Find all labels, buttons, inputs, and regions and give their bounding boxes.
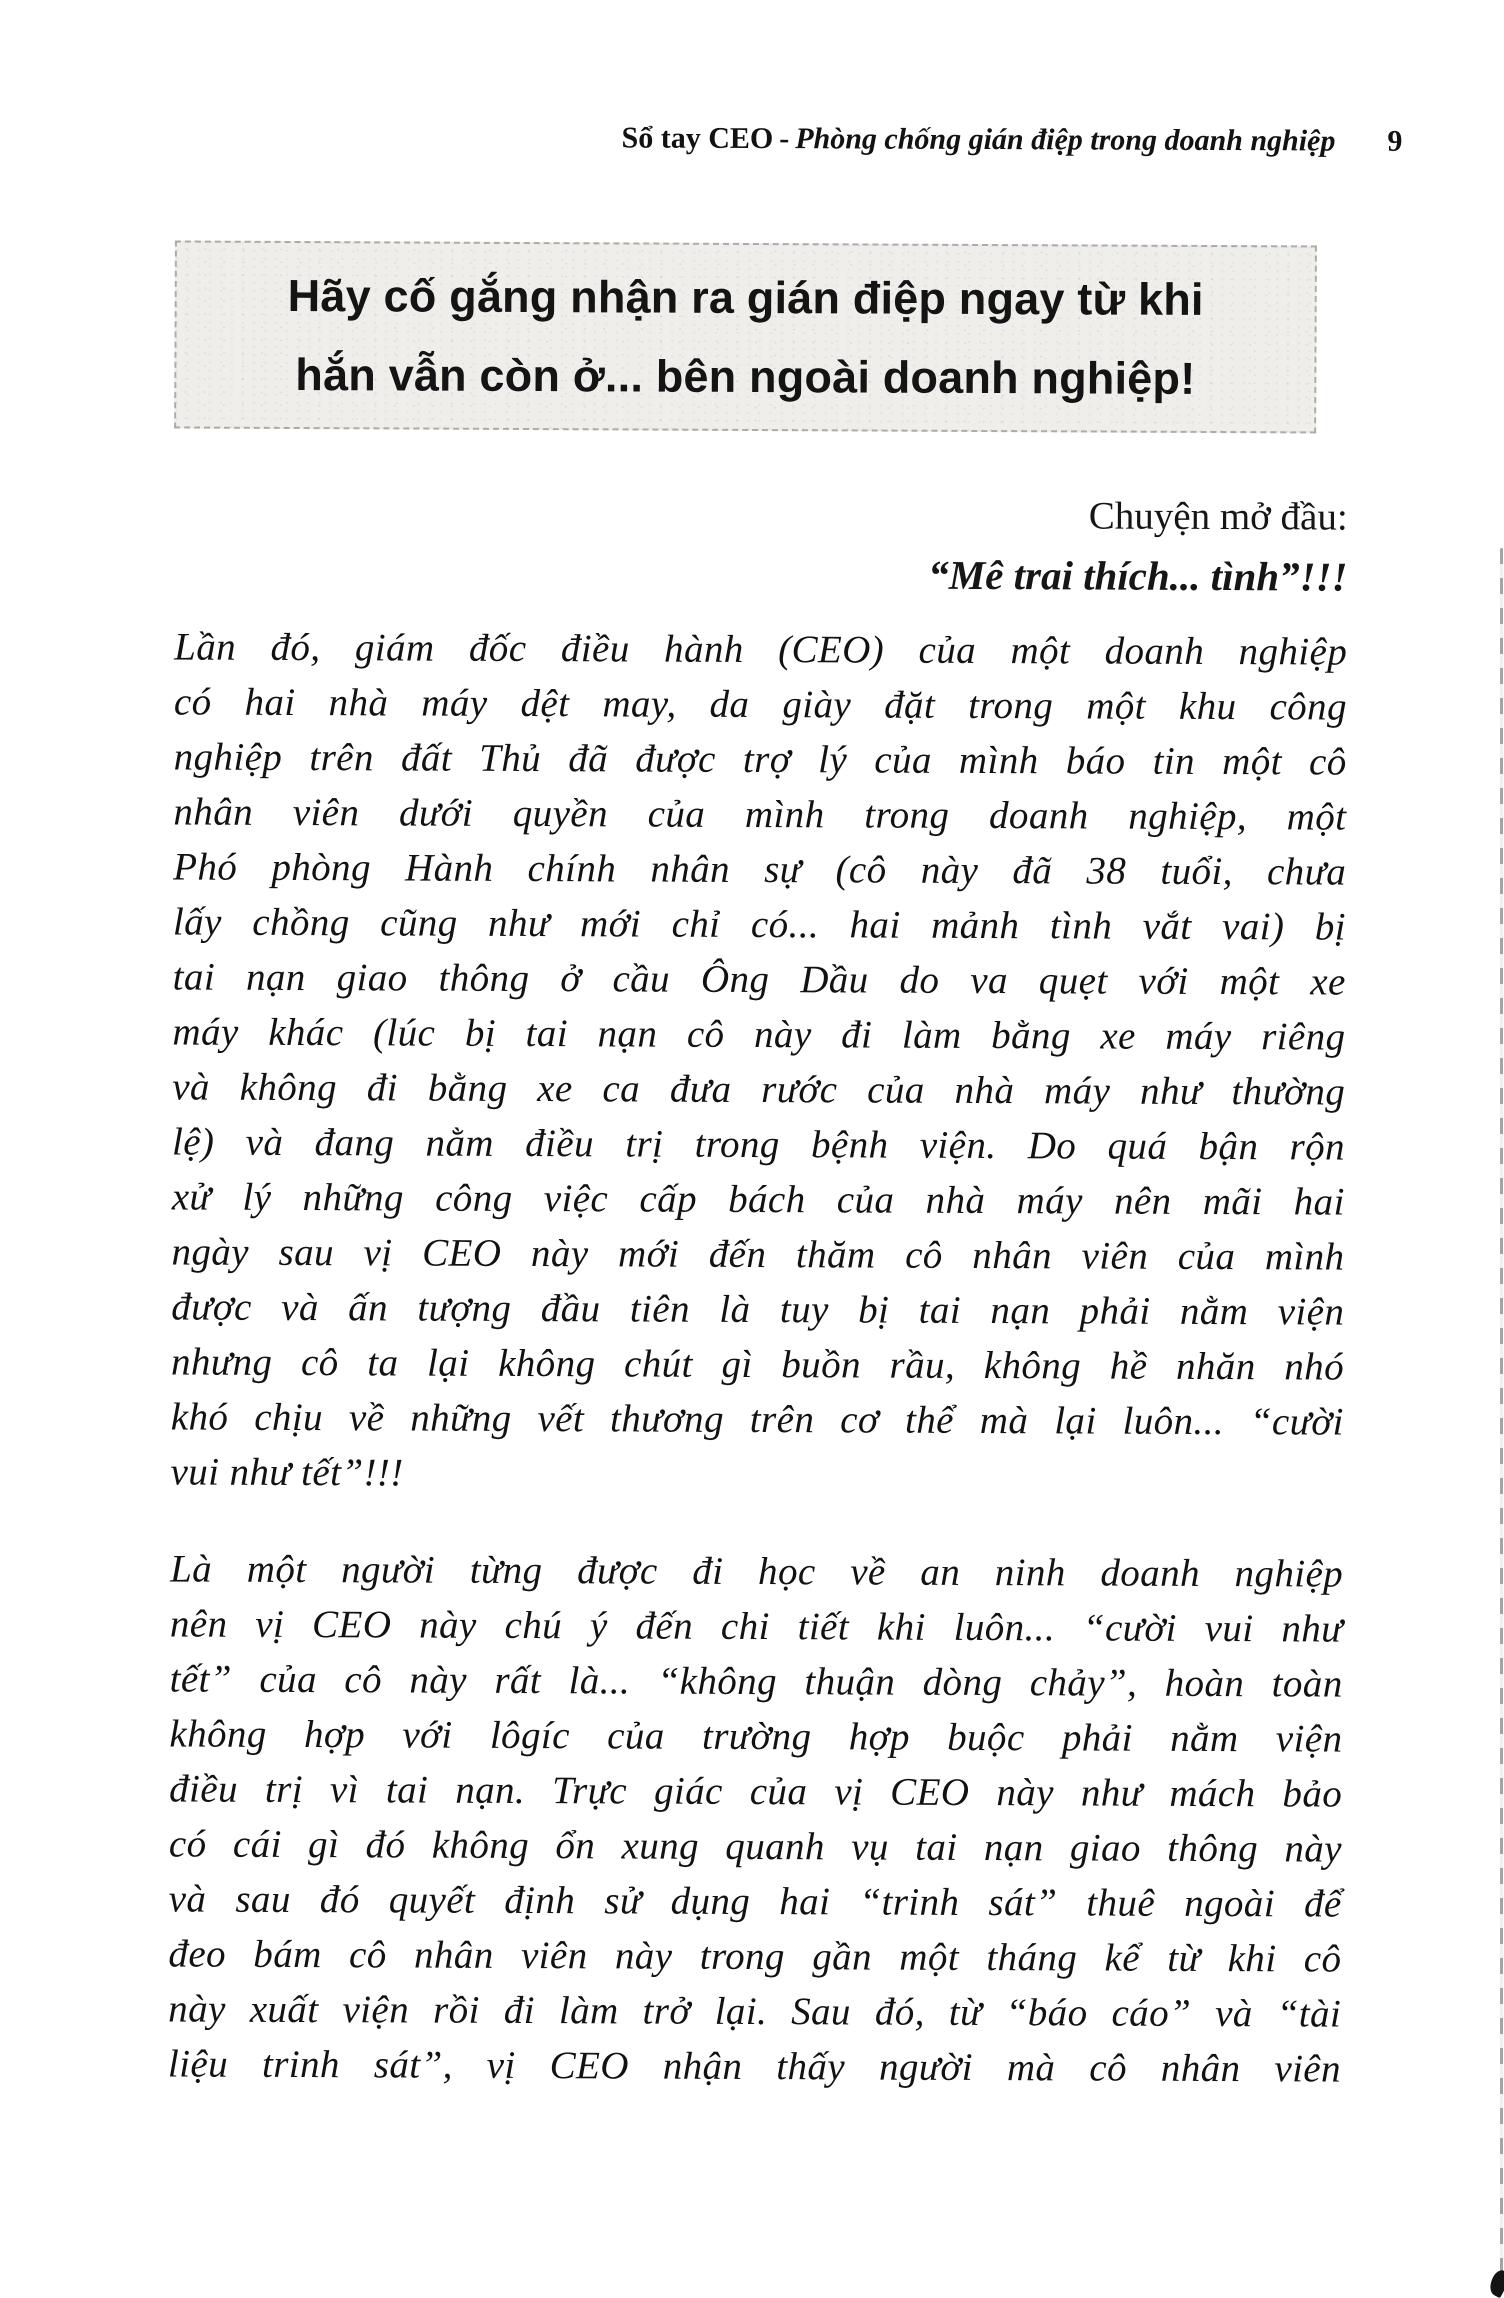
running-header: [104, 118, 1402, 160]
header-chapter-title: Phòng chống gián điệp trong doanh nghiệp: [795, 122, 1336, 158]
body-text: [168, 619, 1347, 2096]
body-line: nhân viên dưới quyền của mình trong doanh nghiệp, một: [173, 790, 1347, 839]
body-line: Là một người từng được đi học về an ninh doanh nghiệp: [170, 1547, 1344, 1596]
body-line: này xuất viện rồi đi làm trở lại. Sau đó, từ “báo cáo” và “tài: [168, 1987, 1342, 2036]
body-line: máy khác (lúc bị tai nạn cô này đi làm bằng xe máy riêng: [172, 1010, 1346, 1059]
body-line: lệ) và đang nằm điều trị trong bệnh viện. Do quá bận rộn: [171, 1120, 1346, 1169]
intro-block: [928, 488, 1348, 608]
intro-quote: “Mê trai thích... tình”!!!: [928, 551, 1348, 600]
body-line: tết” của cô này rất là... “không thuận dòng chảy”, hoàn toàn: [169, 1657, 1343, 1706]
body-line: Phó phòng Hành chính nhân sự (cô này đã 38 tuổi, chưa: [173, 845, 1347, 894]
body-line: nên vị CEO này chú ý đến chi tiết khi luôn... “cười vui như: [169, 1602, 1343, 1651]
chapter-title-line-2: hắn vẫn còn ở... bên ngoài doanh nghiệp!: [295, 349, 1196, 404]
chapter-title-line-1: Hãy cố gắng nhận ra gián điệp ngay từ khi: [287, 269, 1204, 325]
body-line: có hai nhà máy dệt may, da giày đặt trong một khu công: [173, 680, 1348, 729]
intro-label: Chuyện mở đầu:: [1088, 494, 1348, 539]
body-line: vui như tết”!!!: [170, 1450, 404, 1495]
header-book-title: Sổ tay CEO: [621, 121, 774, 156]
paragraph-2: [168, 1541, 1343, 2096]
body-line: và sau đó quyết định sử dụng hai “trinh sát” thuê ngoài để: [168, 1877, 1342, 1926]
body-line: đeo bám cô nhân viên này trong gần một tháng kể từ khi cô: [168, 1932, 1342, 1981]
scan-edge-shadow: [1500, 548, 1503, 2292]
body-line: lấy chồng cũng như mới chỉ có... hai mảnh tình vắt vai) bị: [172, 900, 1347, 949]
body-line: nghiệp trên đất Thủ đã được trợ lý của mình báo tin một cô: [173, 735, 1347, 784]
body-line: nhưng cô ta lại không chút gì buồn rầu, không hề nhăn nhó: [170, 1340, 1345, 1389]
page-number: 9: [1387, 124, 1403, 158]
body-line: không hợp với lôgíc của trường hợp buộc phải nằm viện: [169, 1712, 1343, 1761]
body-line: ngày sau vị CEO này mới đến thăm cô nhân viên của mình: [171, 1230, 1345, 1279]
chapter-title-box: [174, 240, 1317, 433]
body-line: Lần đó, giám đốc điều hành (CEO) của một doanh nghiệp: [174, 625, 1348, 674]
body-line: có cái gì đó không ổn xung quanh vụ tai nạn giao thông này: [168, 1822, 1343, 1871]
body-line: khó chịu về những vết thương trên cơ thể mà lại luôn... “cười: [170, 1395, 1344, 1444]
body-line: và không đi bằng xe ca đưa rước của nhà máy như thường: [172, 1065, 1346, 1114]
header-separator: -: [779, 122, 790, 156]
paragraph-1: [170, 619, 1347, 1504]
body-line: điều trị vì tai nạn. Trực giác của vị CEO này như mách bảo: [169, 1767, 1343, 1816]
body-line: liệu trinh sát”, vị CEO nhận thấy người mà cô nhân viên: [167, 2042, 1342, 2091]
body-line: xử lý những công việc cấp bách của nhà máy nên mãi hai: [171, 1175, 1345, 1224]
body-line: được và ấn tượng đầu tiên là tuy bị tai nạn phải nằm viện: [171, 1285, 1345, 1334]
body-line: tai nạn giao thông ở cầu Ông Dầu do va quẹt với một xe: [172, 955, 1346, 1004]
